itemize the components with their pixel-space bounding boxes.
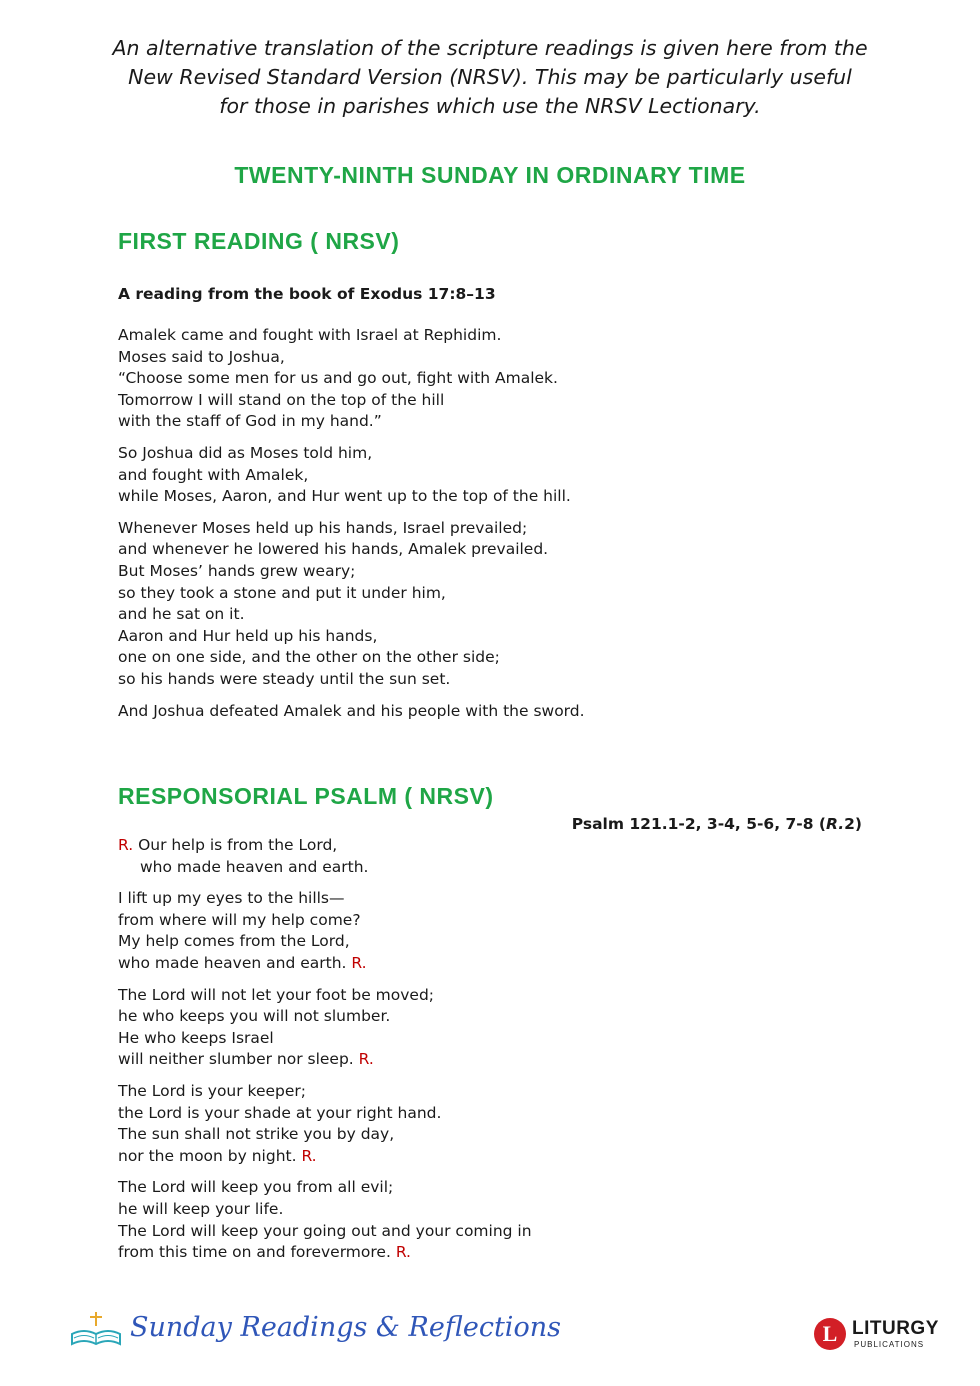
- intro-line: for those in parishes which use the NRSV Lectionary.: [219, 94, 761, 118]
- verse-line: [118, 1242, 838, 1264]
- verse-line: Amalek came and fought with Israel at Rephidim.: [118, 326, 502, 344]
- verse-line: and he sat on it.: [118, 605, 245, 624]
- verse-line: from where will my help come?: [118, 910, 361, 929]
- verse-line: The Lord will not let your foot be moved;: [118, 985, 435, 1004]
- verse-line: [118, 953, 838, 975]
- stanza: [118, 985, 838, 1071]
- response-marker: R.: [118, 836, 134, 854]
- verse-text: from this time on and forevermore.: [118, 1243, 391, 1262]
- verse-line: with the staff of God in my hand.”: [118, 412, 382, 431]
- brand-title: Sunday Readings & Reflections: [130, 1312, 561, 1343]
- verse-line: he who keeps you will not slumber.: [118, 1007, 391, 1026]
- verse-line: The Lord is your keeper;: [118, 1081, 307, 1100]
- verse-line: so his hands were steady until the sun set.: [118, 669, 451, 688]
- response-marker: R.: [395, 1243, 411, 1262]
- verse-line: the Lord is your shade at your right hand.: [118, 1103, 442, 1122]
- first-reading-reference: A reading from the book of Exodus 17:8–13: [118, 285, 496, 303]
- publisher-name: LITURGY: [852, 1318, 939, 1339]
- stanza: [118, 701, 838, 723]
- psalm-text: [118, 835, 838, 1274]
- verse-text: will neither slumber nor sleep.: [118, 1050, 354, 1069]
- publisher-subtitle: PUBLICATIONS: [854, 1340, 925, 1349]
- open-book-cross-icon: [68, 1310, 124, 1350]
- verse-line: Whenever Moses held up his hands, Israel prevailed;: [118, 518, 528, 537]
- verse-line: The Lord will keep your going out and your coming in: [118, 1221, 532, 1240]
- verse-line: And Joshua defeated Amalek and his people with the sword.: [118, 701, 585, 720]
- psalm-reference-end: 2): [844, 815, 862, 833]
- verse-line: “Choose some men for us and go out, fight with Amalek.: [118, 369, 558, 388]
- verse-line: so they took a stone and put it under him,: [118, 583, 446, 602]
- psalm-title: RESPONSORIAL PSALM ( NRSV): [118, 783, 494, 809]
- response-line: who made heaven and earth.: [140, 857, 369, 876]
- psalm-reference-response: R.: [826, 815, 845, 833]
- publisher-logo: [814, 1318, 944, 1358]
- verse-line: So Joshua did as Moses told him,: [118, 443, 373, 462]
- response: [118, 835, 838, 878]
- verse-line: My help comes from the Lord,: [118, 932, 350, 951]
- verse-line: and fought with Amalek,: [118, 465, 309, 484]
- verse-line: [118, 1146, 838, 1168]
- response-marker: R.: [358, 1050, 374, 1069]
- stanza: [118, 518, 838, 691]
- publisher-logo-icon: L: [814, 1318, 846, 1350]
- stanza: [118, 325, 838, 433]
- response-line: [118, 835, 838, 857]
- psalm-reference-main: Psalm 121.1-2, 3-4, 5-6, 7-8 (: [571, 815, 826, 833]
- psalm-reference: [572, 815, 862, 833]
- response-marker: R.: [301, 1146, 317, 1165]
- verse-line: and whenever he lowered his hands, Amalek prevailed.: [118, 540, 549, 559]
- verse-line: Tomorrow I will stand on the top of the hill: [118, 390, 445, 409]
- verse-line: he will keep your life.: [118, 1199, 284, 1218]
- verse-line: while Moses, Aaron, and Hur went up to the top of the hill.: [118, 487, 571, 506]
- verse-line: He who keeps Israel: [118, 1028, 274, 1047]
- first-reading-title: FIRST READING ( NRSV): [118, 228, 400, 254]
- occasion-title: TWENTY-NINTH SUNDAY IN ORDINARY TIME: [234, 162, 746, 188]
- verse-line: I lift up my eyes to the hills—: [118, 889, 345, 908]
- stanza: [118, 443, 838, 508]
- intro-line: New Revised Standard Version (NRSV). This may be particularly useful: [128, 65, 852, 89]
- intro-line: An alternative translation of the scripture readings is given here from the: [112, 36, 868, 60]
- response-marker: R.: [351, 953, 367, 972]
- verse-line: Moses said to Joshua,: [118, 347, 285, 366]
- verse-text: nor the moon by night.: [118, 1146, 297, 1165]
- stanza: [118, 1081, 838, 1167]
- verse-line: [118, 1049, 838, 1071]
- verse-text: who made heaven and earth.: [118, 953, 347, 972]
- stanza: [118, 1177, 838, 1263]
- intro-note: [90, 34, 890, 121]
- verse-line: The Lord will keep you from all evil;: [118, 1178, 394, 1197]
- first-reading-text: [118, 325, 838, 732]
- verse-line: one on one side, and the other on the other side;: [118, 648, 500, 667]
- verse-line: The sun shall not strike you by day,: [118, 1125, 395, 1144]
- response-text: Our help is from the Lord,: [133, 836, 338, 854]
- verse-line: Aaron and Hur held up his hands,: [118, 626, 378, 645]
- stanza: [118, 888, 838, 974]
- verse-line: But Moses’ hands grew weary;: [118, 561, 356, 580]
